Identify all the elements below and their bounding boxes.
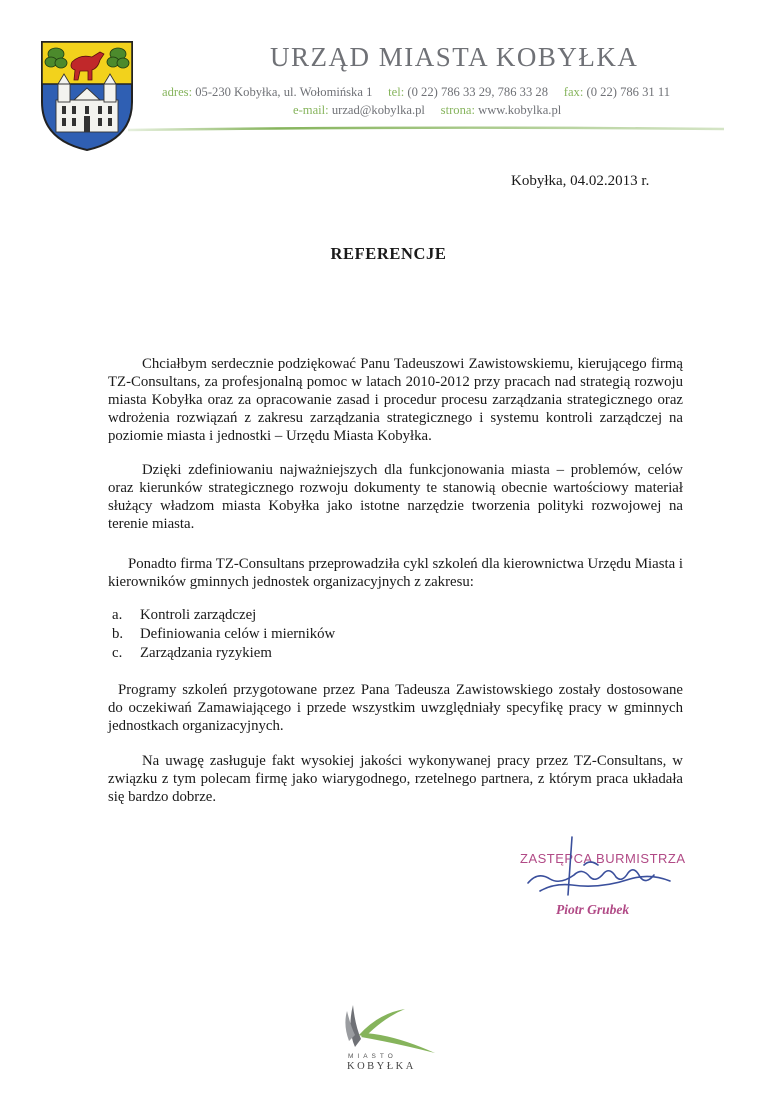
tel-value: (0 22) 786 33 29, 786 33 28 [407, 85, 549, 99]
list-item-text: Zarządzania ryzykiem [140, 645, 272, 661]
paragraph-2 [108, 461, 683, 533]
contact-line-2 [293, 103, 561, 118]
paragraph-1-text: Chciałbym serdecznie podziękować Panu Tadeuszowi Zawistowskiemu, kierującego firmą TZ-Consultans, za profesjonalną pomoc w latach 2010-2012 przy pracach nad strategią rozwoju miasta Kobyłka oraz za opracowanie zasad i procedur procesu zarządzania strategicznego oraz wdrożenia rozwiązań z zakresu zarządzania strategicznego i systemu kontroli zarządczej na poziomie miasta i jednostki – Urzędu Miasta Kobyłka. [108, 356, 683, 444]
list-marker: a. [112, 607, 123, 623]
stamp-title: ZASTĘPCA BURMISTRZA [520, 851, 686, 866]
fax-value: (0 22) 786 31 11 [586, 85, 670, 99]
list-marker: b. [112, 626, 124, 642]
signatory-name: Piotr Grubek [556, 902, 630, 917]
footer-logo-small-text: MIASTO [348, 1053, 397, 1060]
footer-logo-text: KOBYŁKA [347, 1061, 416, 1072]
list-item [112, 644, 335, 663]
paragraph-4 [108, 681, 683, 735]
training-topics-list [112, 606, 335, 663]
letter-heading: REFERENCJE [330, 244, 447, 263]
list-item [112, 606, 335, 625]
paragraph-3 [108, 555, 683, 591]
paragraph-5 [108, 752, 683, 806]
fax-label: fax: [563, 85, 584, 99]
paragraph-1 [108, 355, 683, 445]
letter-date: Kobyłka, 04.02.2013 r. [511, 173, 650, 189]
header-divider [128, 124, 724, 134]
tel-label: tel: [388, 85, 405, 99]
web-value[interactable]: www.kobylka.pl [478, 103, 562, 117]
handwritten-signature [520, 835, 700, 905]
paragraph-5-text: Na uwagę zasługuje fakt wysokiej jakości wykonywanej pracy przez TZ-Consultans, w związku z tym polecam firmę jako wiarygodnego, rzetelnego partnera, z którym praca układała się bardzo dobrze. [108, 753, 683, 805]
web-label: strona: [440, 103, 475, 117]
paragraph-3-text: Ponadto firma TZ-Consultans przeprowadziła cykl szkoleń dla kierownictwa Urzędu Miasta i kierowników gminnych jednostek organizacyjnych z zakresu: [108, 556, 683, 590]
paragraph-2-text: Dzięki zdefiniowaniu najważniejszych dla funkcjonowania miasta – problemów, celów oraz kierunków strategicznego rozwoju dokumenty te stanowią obecnie wartościowy materiał służący władzom miasta Kobyłka jako istotne narzędzie tworzenia polityki rozwojowej na terenie miasta. [108, 462, 683, 532]
city-logo-icon [325, 995, 440, 1053]
address-value: 05-230 Kobyłka, ul. Wołomińska 1 [195, 85, 373, 99]
contact-line-1 [162, 85, 670, 100]
list-item [112, 625, 335, 644]
coat-of-arms-icon [40, 40, 134, 152]
email-value[interactable]: urzad@kobylka.pl [331, 103, 425, 117]
paragraph-4-text: Programy szkoleń przygotowane przez Pana Tadeusza Zawistowskiego zostały dostosowane do oczekiwań Zamawiającego i przede wszystkim uwzględniały specyfikę pracy w gminnych jednostkach organizacyjnych. [108, 682, 683, 734]
list-item-text: Definiowania celów i mierników [140, 626, 336, 642]
email-label: e-mail: [293, 103, 329, 117]
address-label: adres: [162, 85, 193, 99]
list-marker: c. [112, 645, 123, 661]
organization-name: URZĄD MIASTA KOBYŁKA [270, 42, 639, 72]
list-item-text: Kontroli zarządczej [140, 607, 257, 623]
